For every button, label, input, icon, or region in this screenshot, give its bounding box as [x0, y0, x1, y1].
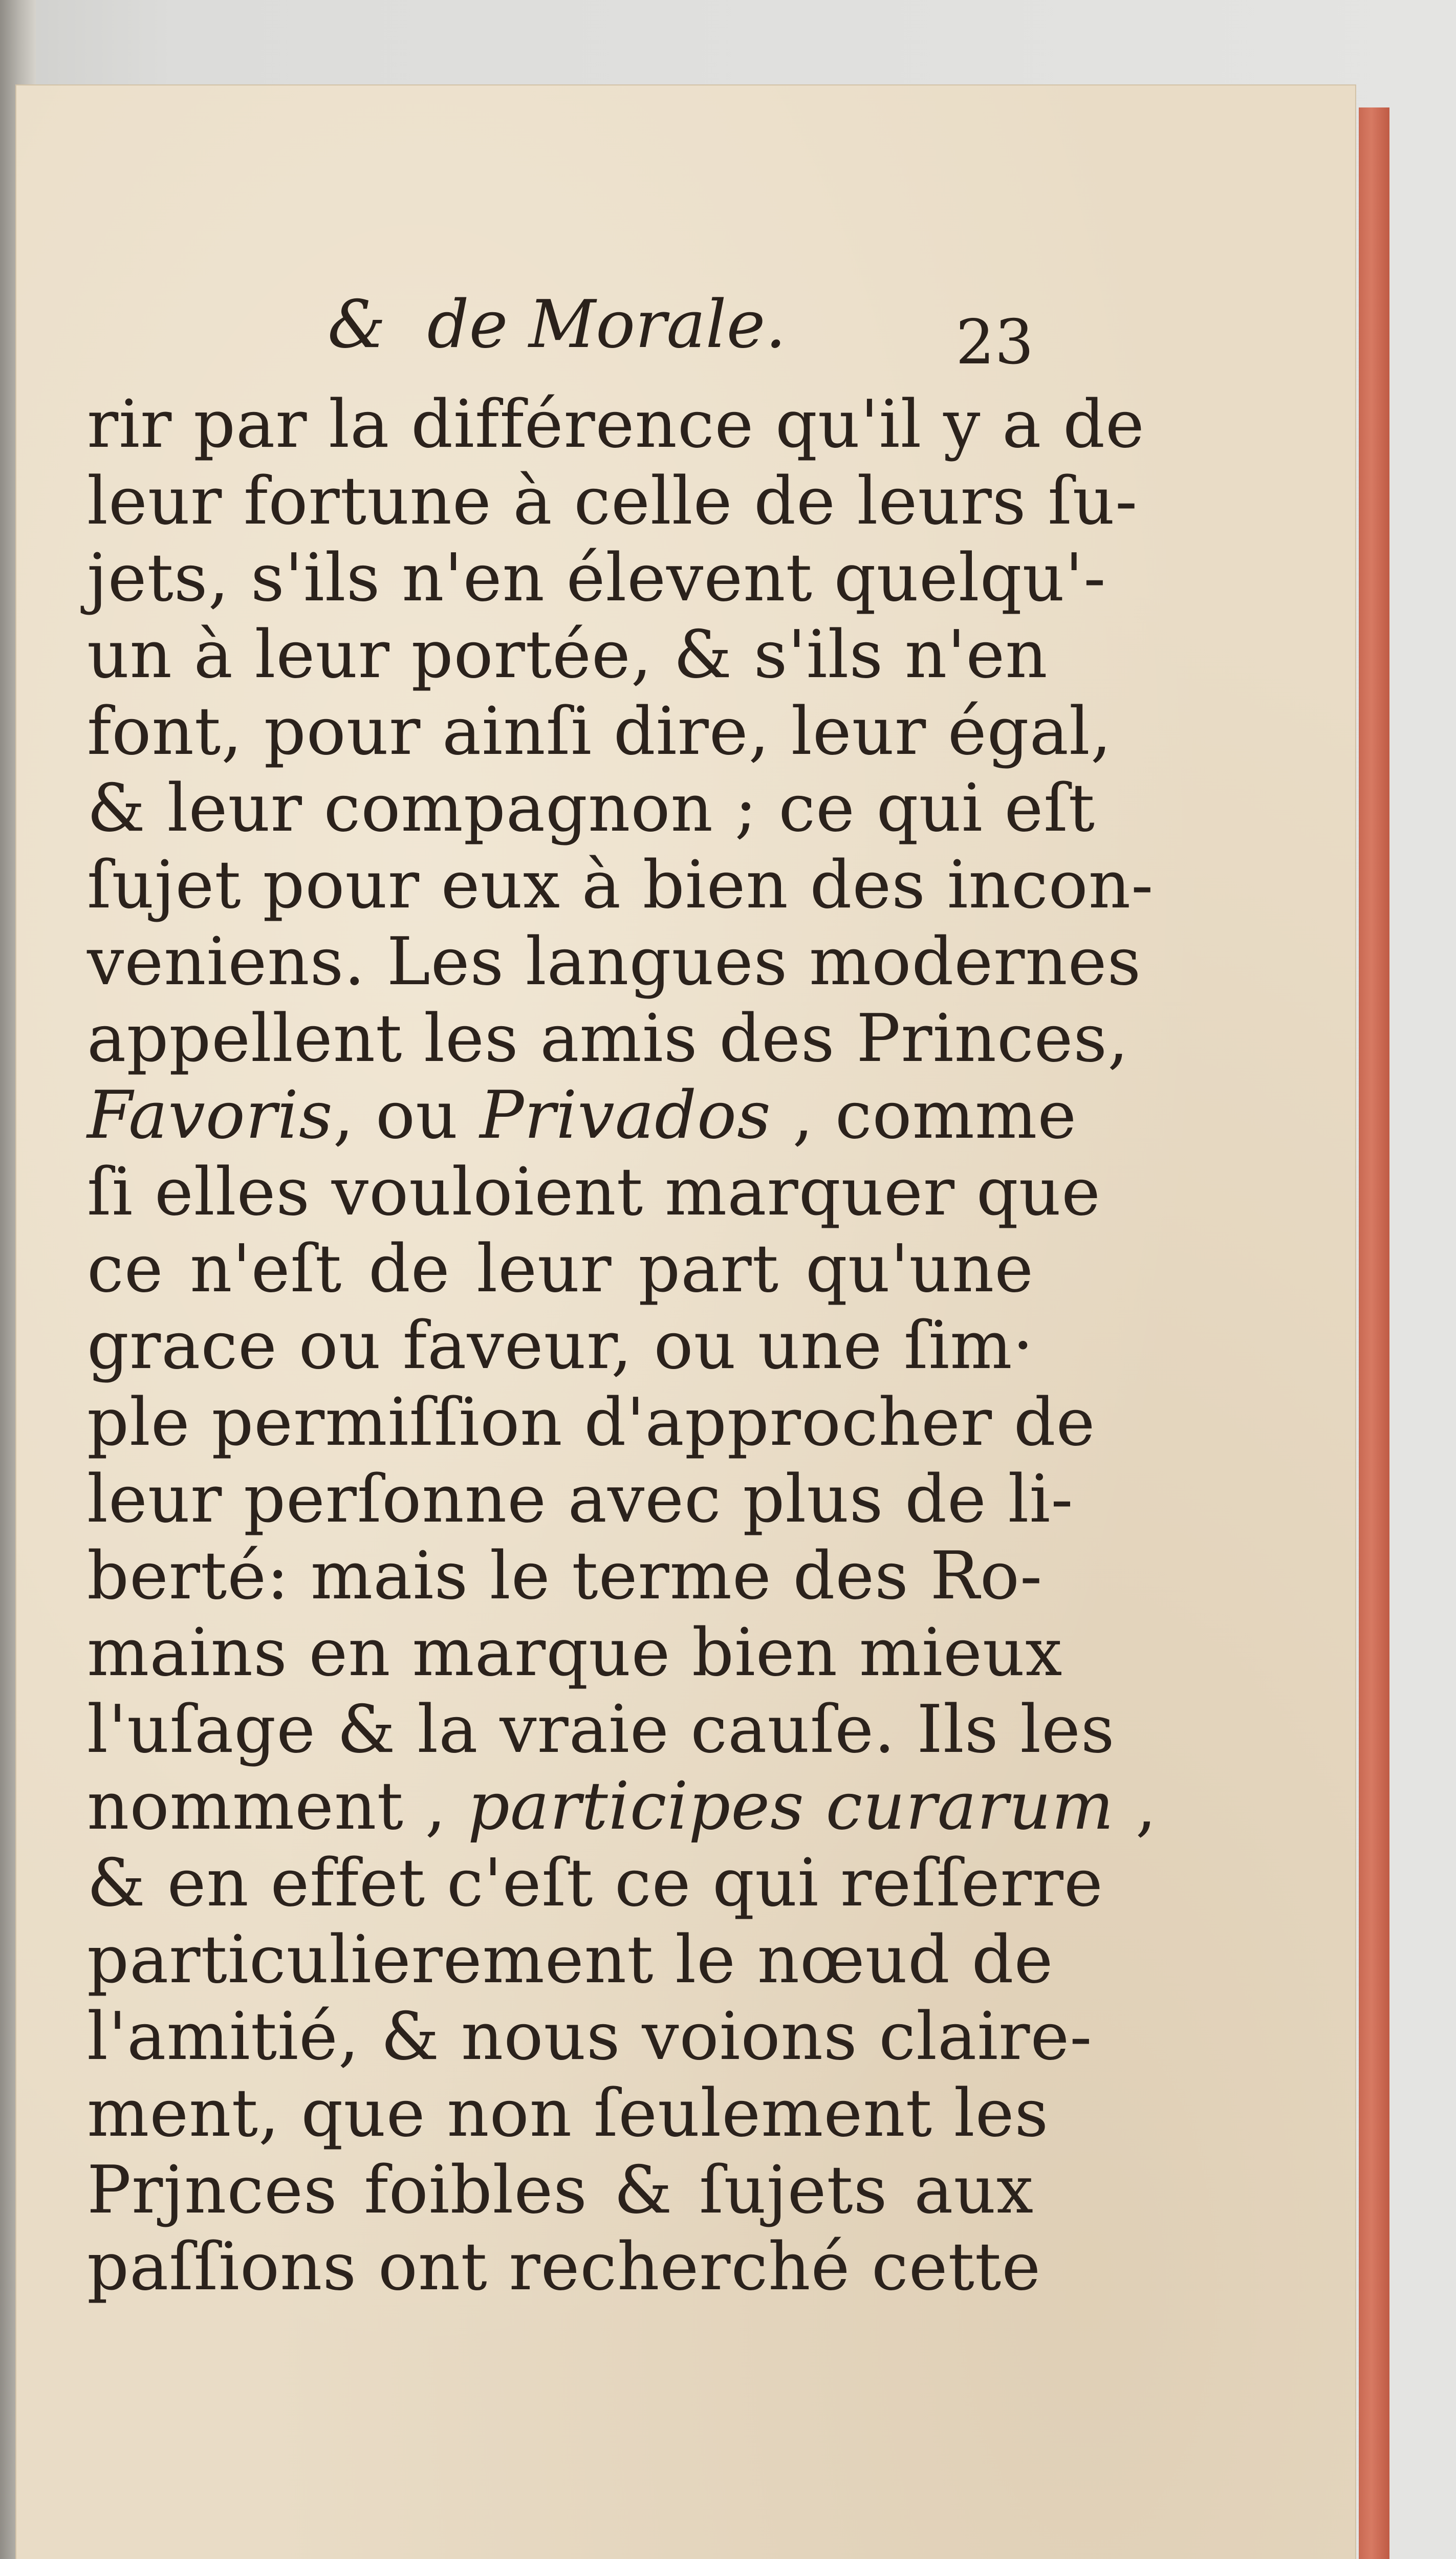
text-line: & leur compagnon ; ce qui eſt	[87, 770, 1096, 847]
text-line: mains en marque bien mieux	[87, 1615, 1063, 1691]
body-text	[87, 386, 1157, 2306]
text-line-participes	[87, 1768, 1157, 1845]
text-line: veniens. Les langues modernes	[87, 924, 1142, 1000]
text-line: particulierement le nœud de	[87, 1922, 1054, 1998]
text-line: un à leur portée, & s'ils n'en	[87, 617, 1048, 693]
text-line: ſi elles vouloient marquer que	[87, 1154, 1101, 1230]
text-line: jets, s'ils n'en élevent quelqu'-	[87, 540, 1106, 616]
italic-word-privados: Privados	[480, 1077, 771, 1154]
text-line: appellent les amis des Princes,	[87, 1001, 1129, 1077]
line-text: nomment ,	[87, 1768, 468, 1845]
text-line-favoris	[87, 1077, 1077, 1154]
text-line: leur fortune à celle de leurs ſu-	[87, 463, 1138, 539]
text-line: font, pour ainſi dire, leur égal,	[87, 693, 1112, 770]
text-line: ſujet pour eux à bien des incon-	[87, 847, 1154, 923]
line-text: , ou	[333, 1077, 480, 1154]
text-line: Prjnces foibles & ſujets aux	[87, 2152, 1034, 2228]
text-line: leur perſonne avec plus de li-	[87, 1461, 1074, 1537]
text-line: ce n'eſt de leur part qu'une	[87, 1231, 1034, 1307]
text-line: ment, que non ſeulement les	[87, 2075, 1049, 2152]
text-line: l'amitié, & nous voions claire-	[87, 1999, 1093, 2075]
line-text: , comme	[771, 1077, 1077, 1154]
italic-phrase-participes-curarum: participes curarum	[467, 1768, 1115, 1845]
page-number: 23	[955, 307, 1034, 378]
text-line: & en effet c'eſt ce qui reſſerre	[87, 1845, 1103, 1921]
text-line: berté: mais le terme des Ro-	[87, 1538, 1043, 1614]
running-head-title: de Morale.	[427, 287, 786, 363]
text-line: grace ou faveur, ou une ſim·	[87, 1308, 1034, 1384]
text-line: l'uſage & la vraie cauſe. Ils les	[87, 1691, 1115, 1768]
italic-word-favoris: Favoris	[87, 1077, 333, 1154]
line-text: ,	[1114, 1768, 1157, 1845]
text-line: paſſions ont recherché cette	[87, 2229, 1041, 2305]
text-line: rir par la différence qu'il y a de	[87, 386, 1145, 463]
red-page-edge	[1359, 107, 1389, 2559]
running-head-ampersand: &	[328, 287, 386, 363]
text-line: ple permiſſion d'approcher de	[87, 1384, 1096, 1461]
